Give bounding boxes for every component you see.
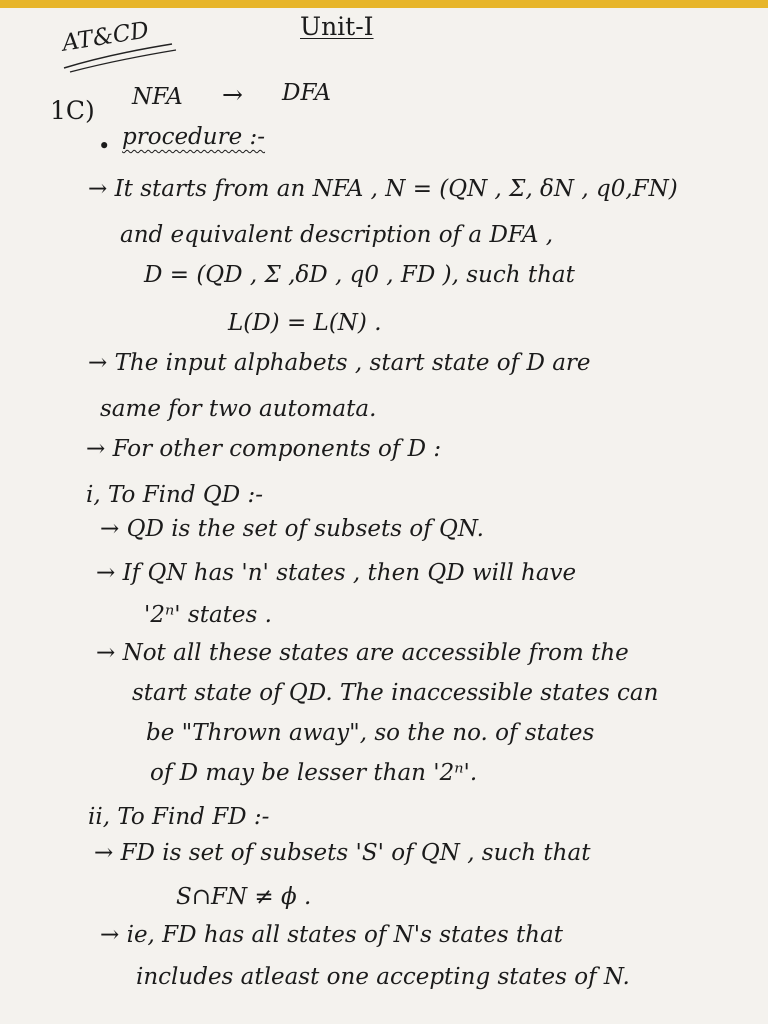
notebook-page: [0, 8, 768, 1024]
line-1: → It starts from an NFA , N = (QN , Σ, δN , q0,FN): [88, 176, 678, 202]
line-6: same for two automata.: [100, 396, 377, 422]
heading-dfa: DFA: [282, 80, 332, 106]
line-3: D = (QD , Σ ,δD , q0 , FD ), such that: [144, 262, 575, 288]
paper-top-edge: [0, 0, 768, 8]
line-18: S∩FN ≠ ϕ .: [176, 884, 312, 910]
subject-label: AT&CD: [60, 17, 151, 57]
line-12: → Not all these states are accessible from the: [96, 640, 629, 666]
bullet-dot: •: [98, 134, 111, 158]
line-14: be "Thrown away", so the no. of states: [146, 720, 595, 746]
line-2: and equivalent description of a DFA ,: [120, 222, 554, 248]
line-11: '2ⁿ' states .: [144, 602, 272, 628]
line-13: start state of QD. The inaccessible states can: [132, 680, 659, 706]
line-16: ii, To Find FD :-: [88, 804, 270, 830]
line-15: of D may be lesser than '2ⁿ'.: [150, 760, 478, 786]
line-19: → ie, FD has all states of N's states that: [100, 922, 563, 948]
line-4: L(D) = L(N) .: [228, 310, 382, 336]
line-10: → If QN has 'n' states , then QD will have: [96, 560, 577, 586]
heading-arrow-icon: →: [222, 80, 243, 109]
line-5: → The input alphabets , start state of D are: [88, 350, 591, 376]
line-7: → For other components of D :: [86, 436, 442, 462]
unit-title: Unit-I: [300, 12, 374, 41]
line-17: → FD is set of subsets 'S' of QN , such that: [94, 840, 591, 866]
section-number: 1C): [50, 96, 95, 125]
line-20: includes atleast one accepting states of N.: [136, 964, 630, 990]
subject-underline: [60, 38, 180, 78]
procedure-label: procedure :-: [122, 124, 266, 150]
heading-nfa: NFA: [132, 84, 183, 110]
line-8: i, To Find QD :-: [86, 482, 263, 508]
line-9: → QD is the set of subsets of QN.: [100, 516, 484, 542]
